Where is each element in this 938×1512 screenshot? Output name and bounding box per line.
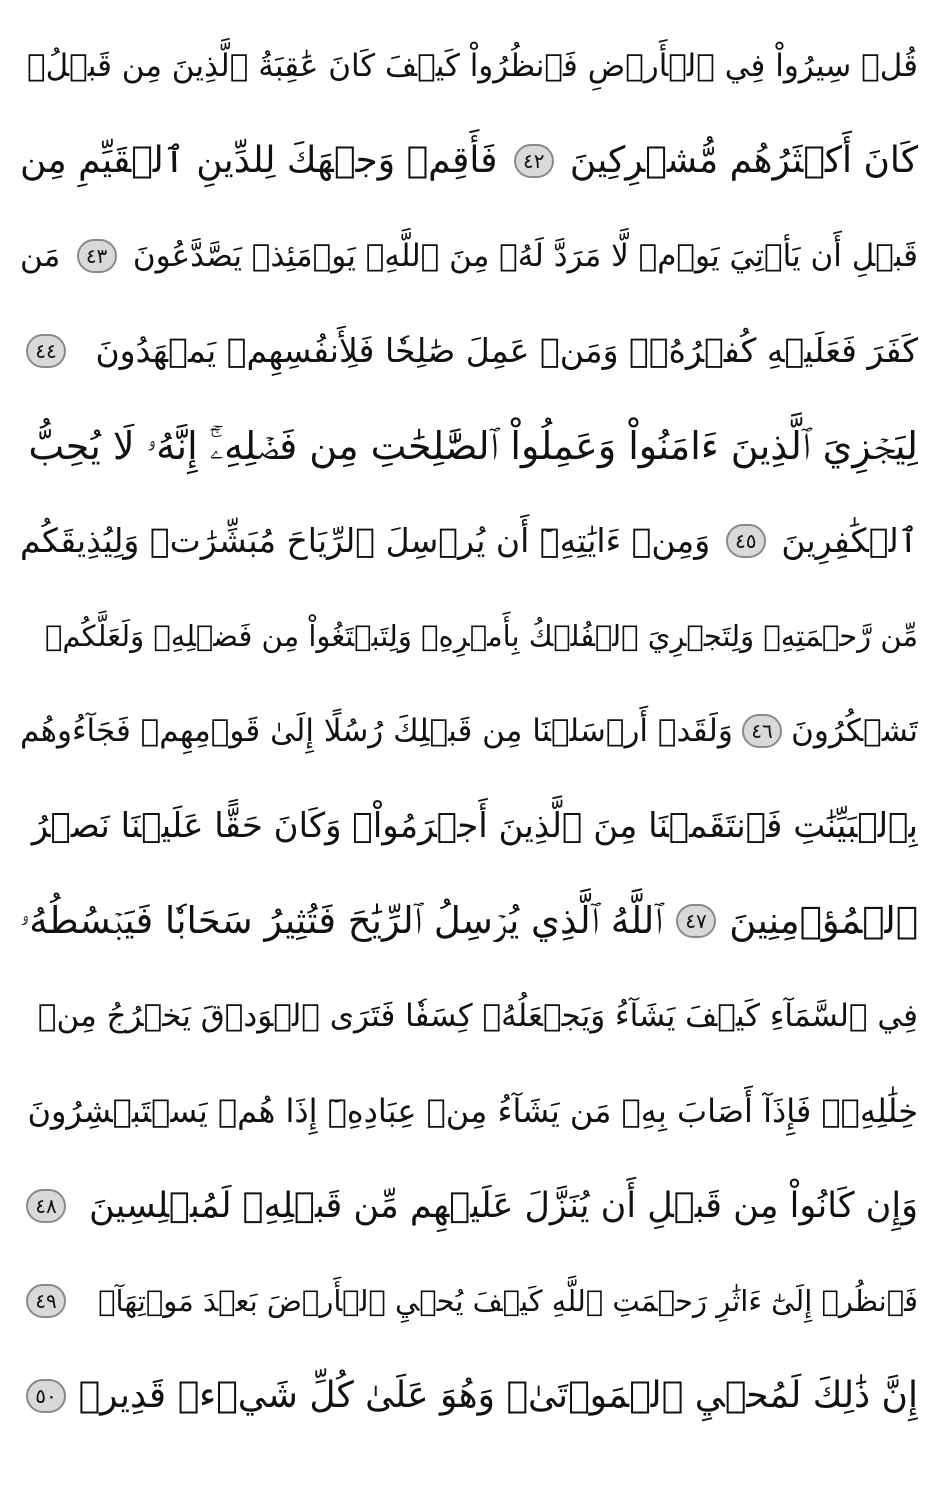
verse-text: ٱللَّهُ ٱلَّذِي يُرۡسِلُ ٱلرِّيَٰحَ فَتُثِيرُ سَحَابٗا فَيَبۡسُطُهُۥ — [20, 899, 663, 942]
ayah-number-marker: ٤٥ — [726, 524, 766, 558]
ayah-number-marker: ٤٧ — [676, 904, 716, 938]
text-line — [20, 115, 918, 207]
verse-text: لِيَجۡزِيَ ٱلَّذِينَ ءَامَنُواْ وَعَمِلُواْ ٱلصَّٰلِحَٰتِ مِن فَضۡلِهِۦٓۚ إِنَّهُۥ لَا يُحِبُّ — [28, 424, 918, 468]
verse-text: إِنَّ ذَٰلِكَ لَمُحۡيِ ٱلۡمَوۡتَىٰۖ وَهُوَ عَلَىٰ كُلِّ شَيۡءٖ قَدِيرٞ — [78, 1375, 918, 1416]
verse-text: كَفَرَ فَعَلَيۡهِ كُفۡرُهُۥۖ وَمَنۡ عَمِلَ صَٰلِحٗا فَلِأَنفُسِهِمۡ يَمۡهَدُونَ — [95, 331, 918, 370]
text-line — [20, 1255, 918, 1347]
ayah-number-marker: ٤٨ — [26, 1189, 66, 1223]
text-line — [20, 400, 918, 492]
text-line — [20, 780, 918, 872]
text-line — [20, 1350, 918, 1442]
verse-text: فَٱنظُرۡ إِلَىٰٓ ءَاثَٰرِ رَحۡمَتِ ٱللَّهِ كَيۡفَ يُحۡيِ ٱلۡأَرۡضَ بَعۡدَ مَوۡتِهَآۚ — [98, 1284, 918, 1318]
verse-text: مَن — [20, 238, 61, 274]
verse-text: وَلَقَدۡ أَرۡسَلۡنَا مِن قَبۡلِكَ رُسُلًا إِلَىٰ قَوۡمِهِمۡ فَجَآءُوهُم — [20, 713, 733, 749]
verse-text: مِّن رَّحۡمَتِهِۦ وَلِتَجۡرِيَ ٱلۡفُلۡكُ بِأَمۡرِهِۦ وَلِتَبۡتَغُواْ مِن فَضۡلِهِۦ وَلَعَلَّكُمۡ — [44, 619, 918, 653]
text-line — [20, 685, 918, 777]
ayah-number-marker: ٤٢ — [514, 144, 554, 178]
ayah-number-marker: ٤٦ — [742, 714, 782, 748]
ayah-number-marker: ٤٣ — [77, 239, 117, 273]
text-line — [20, 20, 918, 112]
ayah-number-marker: ٤٤ — [26, 334, 66, 368]
verse-text: تَشۡكُرُونَ — [791, 713, 918, 749]
text-line — [20, 210, 918, 302]
text-line — [20, 495, 918, 587]
text-line — [20, 590, 918, 682]
verse-text: وَإِن كَانُواْ مِن قَبۡلِ أَن يُنَزَّلَ عَلَيۡهِم مِّن قَبۡلِهِۦ لَمُبۡلِسِينَ — [89, 1186, 918, 1226]
verse-text: فِي ٱلسَّمَآءِ كَيۡفَ يَشَآءُ وَيَجۡعَلُهُۥ كِسَفٗا فَتَرَى ٱلۡوَدۡقَ يَخۡرُجُ مِنۡ — [37, 998, 918, 1034]
verse-text: قُلۡ سِيرُواْ فِي ٱلۡأَرۡضِ فَٱنظُرُواْ كَيۡفَ كَانَ عَٰقِبَةُ ٱلَّذِينَ مِن قَبۡلُۚ — [27, 48, 918, 84]
text-line — [20, 970, 918, 1062]
verse-text: وَمِنۡ ءَايَٰتِهِۦٓ أَن يُرۡسِلَ ٱلرِّيَاحَ مُبَشِّرَٰتٖ وَلِيُذِيقَكُم — [20, 521, 711, 560]
verse-text: فَأَقِمۡ وَجۡهَكَ لِلدِّينِ ٱلۡقَيِّمِ مِن — [20, 140, 498, 181]
text-line — [20, 1065, 918, 1157]
verse-text: كَانَ أَكۡثَرُهُم مُّشۡرِكِينَ — [569, 140, 918, 181]
verse-text: ٱلۡكَٰفِرِينَ — [781, 521, 918, 560]
ayah-number-marker: ٤٩ — [26, 1284, 66, 1318]
text-line — [20, 305, 918, 397]
verse-text: بِٱلۡبَيِّنَٰتِ فَٱنتَقَمۡنَا مِنَ ٱلَّذِينَ أَجۡرَمُواْۖ وَكَانَ حَقًّا عَلَيۡنَا نَصۡرُ — [31, 806, 918, 846]
verse-text: ٱلۡمُؤۡمِنِينَ — [729, 899, 918, 942]
verse-text: قَبۡلِ أَن يَأۡتِيَ يَوۡمٞ لَّا مَرَدَّ لَهُۥ مِنَ ٱللَّهِۖ يَوۡمَئِذٖ يَصَّدَّعُونَ — [132, 238, 918, 274]
verse-text: خِلَٰلِهِۦۖ فَإِذَآ أَصَابَ بِهِۦ مَن يَشَآءُ مِنۡ عِبَادِهِۦٓ إِذَا هُمۡ يَسۡتَبۡشِرُونَ — [27, 1092, 918, 1130]
text-line — [20, 1160, 918, 1252]
text-line — [20, 875, 918, 967]
ayah-number-marker: ٥٠ — [26, 1379, 66, 1413]
